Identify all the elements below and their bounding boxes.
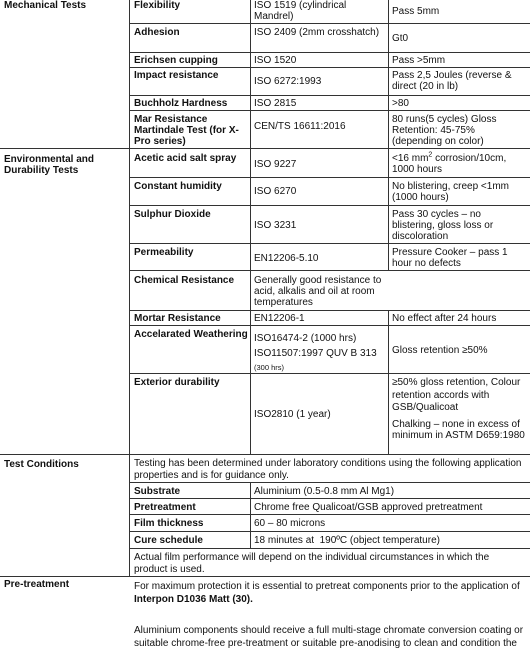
standard-value: ISO 3231 [254,220,297,231]
divider-h [130,373,530,374]
standard-value: ISO 1519 (cylindrical Mandrel) [254,0,347,22]
property-label: Flexibility [134,0,181,11]
pretreatment-text: For maximum protection it is essential to pretreat components prior to the application of [134,581,520,592]
divider-h [0,148,530,149]
property-label: Erichsen cupping [134,55,218,66]
divider-h [130,270,530,271]
result-superscript: 2 [428,151,433,159]
section-title: Test Conditions [4,459,79,470]
standard-value: (300 hrs) [254,363,285,372]
standard-value: ISO 2409 (2mm crosshatch) [254,27,380,38]
divider-v [250,0,251,454]
property-label: Mortar Resistance [134,313,221,324]
product-name: Interpon D1036 Matt (30). [134,594,253,605]
result-value: Chalking – none in excess of minimum in ASTM D659:1980 [392,419,525,441]
property-label: Constant humidity [134,181,222,192]
condition-label: Pretreatment [134,502,196,513]
divider-h [130,205,530,206]
divider-h [130,531,530,532]
divider-h [130,177,530,178]
pretreatment-paragraph: Aluminium components should receive a full multi-stage chromate conversion coating or suitable chrome-free pre-treatment or suitable pre-anodising to clean and condition the [134,625,524,649]
condition-value: Aluminium (0.5-0.8 mm Al Mg1) [254,486,395,497]
result-value [392,153,526,175]
standard-value: EN12206-1 [254,313,305,324]
standard-value: ISO11507:1997 QUV B 313 [254,348,377,359]
result-value: 80 runs(5 cycles) Gloss Retention: 45-75% (depending on color) [392,114,497,147]
divider-h [130,95,530,96]
pretreatment-paragraph [134,580,526,606]
divider-h [130,23,530,24]
divider-h [130,482,530,483]
condition-label: Substrate [134,486,181,497]
result-value: ≥50% gloss retention, Colour retention accords with GSB/Qualicoat [392,377,521,413]
standard-value: ISO 9227 [254,159,297,170]
condition-label: Film thickness [134,518,204,529]
condition-value: 18 minutes at 190ºC (object temperature) [254,535,440,546]
divider-v [129,0,130,454]
result-value: Pressure Cooker – pass 1 hour no defects [392,247,508,269]
condition-value: 60 – 80 microns [254,518,326,529]
divider-h [130,498,530,499]
divider-h [130,52,530,53]
property-label: Chemical Resistance [134,275,235,286]
result-value: Pass 5mm [392,6,440,17]
section-title: Mechanical Tests [4,0,87,11]
standard-value: ISO 1520 [254,55,297,66]
section-title: Environmental and Durability Tests [4,154,95,176]
result-value: No blistering, creep <1mm (1000 hours) [392,181,509,203]
result-value: No effect after 24 hours [392,313,497,324]
divider-h [130,110,530,111]
divider-h [130,514,530,515]
divider-h [130,548,530,549]
result-value: >80 [392,98,409,109]
property-label: Adhesion [134,27,180,38]
result-text: corrosion/10cm, 1000 hours [392,153,507,175]
property-label: Acetic acid salt spray [134,153,237,164]
property-label: Buchholz Hardness [134,98,228,109]
standard-value: EN12206-5.10 [254,253,319,264]
divider-v [388,310,389,454]
result-text: <16 mm [392,153,429,164]
divider-h [130,243,530,244]
standard-value: ISO2810 (1 year) [254,409,331,420]
conditions-note: Actual film performance will depend on the individual circumstances in which the product is used. [134,552,490,575]
divider-v [388,0,389,270]
divider-h [0,576,530,577]
result-value: Gloss retention ≥50% [392,345,488,356]
divider-v [250,482,251,548]
standard-value: Generally good resistance to acid, alkalis and oil at room temperatures [254,275,382,308]
divider-h [130,325,530,326]
condition-value: Chrome free Qualicoat/GSB approved pretreatment [254,502,483,513]
property-label: Impact resistance [134,70,219,81]
divider-h [130,67,530,68]
standard-value: CEN/TS 16611:2016 [254,121,346,132]
property-label: Exterior durability [134,377,220,388]
property-label: Accelarated Weathering [134,329,248,340]
conditions-intro: Testing has been determined under laboratory conditions using the following application properties and is for guidance only. [134,458,522,481]
divider-h [0,454,530,455]
property-label: Mar Resistance Martindale Test (for X-Pro series) [134,114,239,147]
property-label: Permeability [134,247,194,258]
standard-value: ISO 6272:1993 [254,76,322,87]
standard-value: ISO 6270 [254,186,297,197]
standard-value: ISO16474-2 (1000 hrs) [254,333,357,344]
property-label: Sulphur Dioxide [134,209,211,220]
result-value: Pass 30 cycles – no blistering, gloss loss or discoloration [392,209,494,242]
result-value: Pass >5mm [392,55,446,66]
divider-v [129,454,130,576]
section-title: Pre-treatment [4,579,70,590]
condition-label: Cure schedule [134,535,203,546]
result-value: Pass 2,5 Joules (reverse & direct (20 in lb) [392,70,512,92]
divider-h [130,310,530,311]
standard-value: ISO 2815 [254,98,297,109]
result-value: Gt0 [392,33,409,44]
